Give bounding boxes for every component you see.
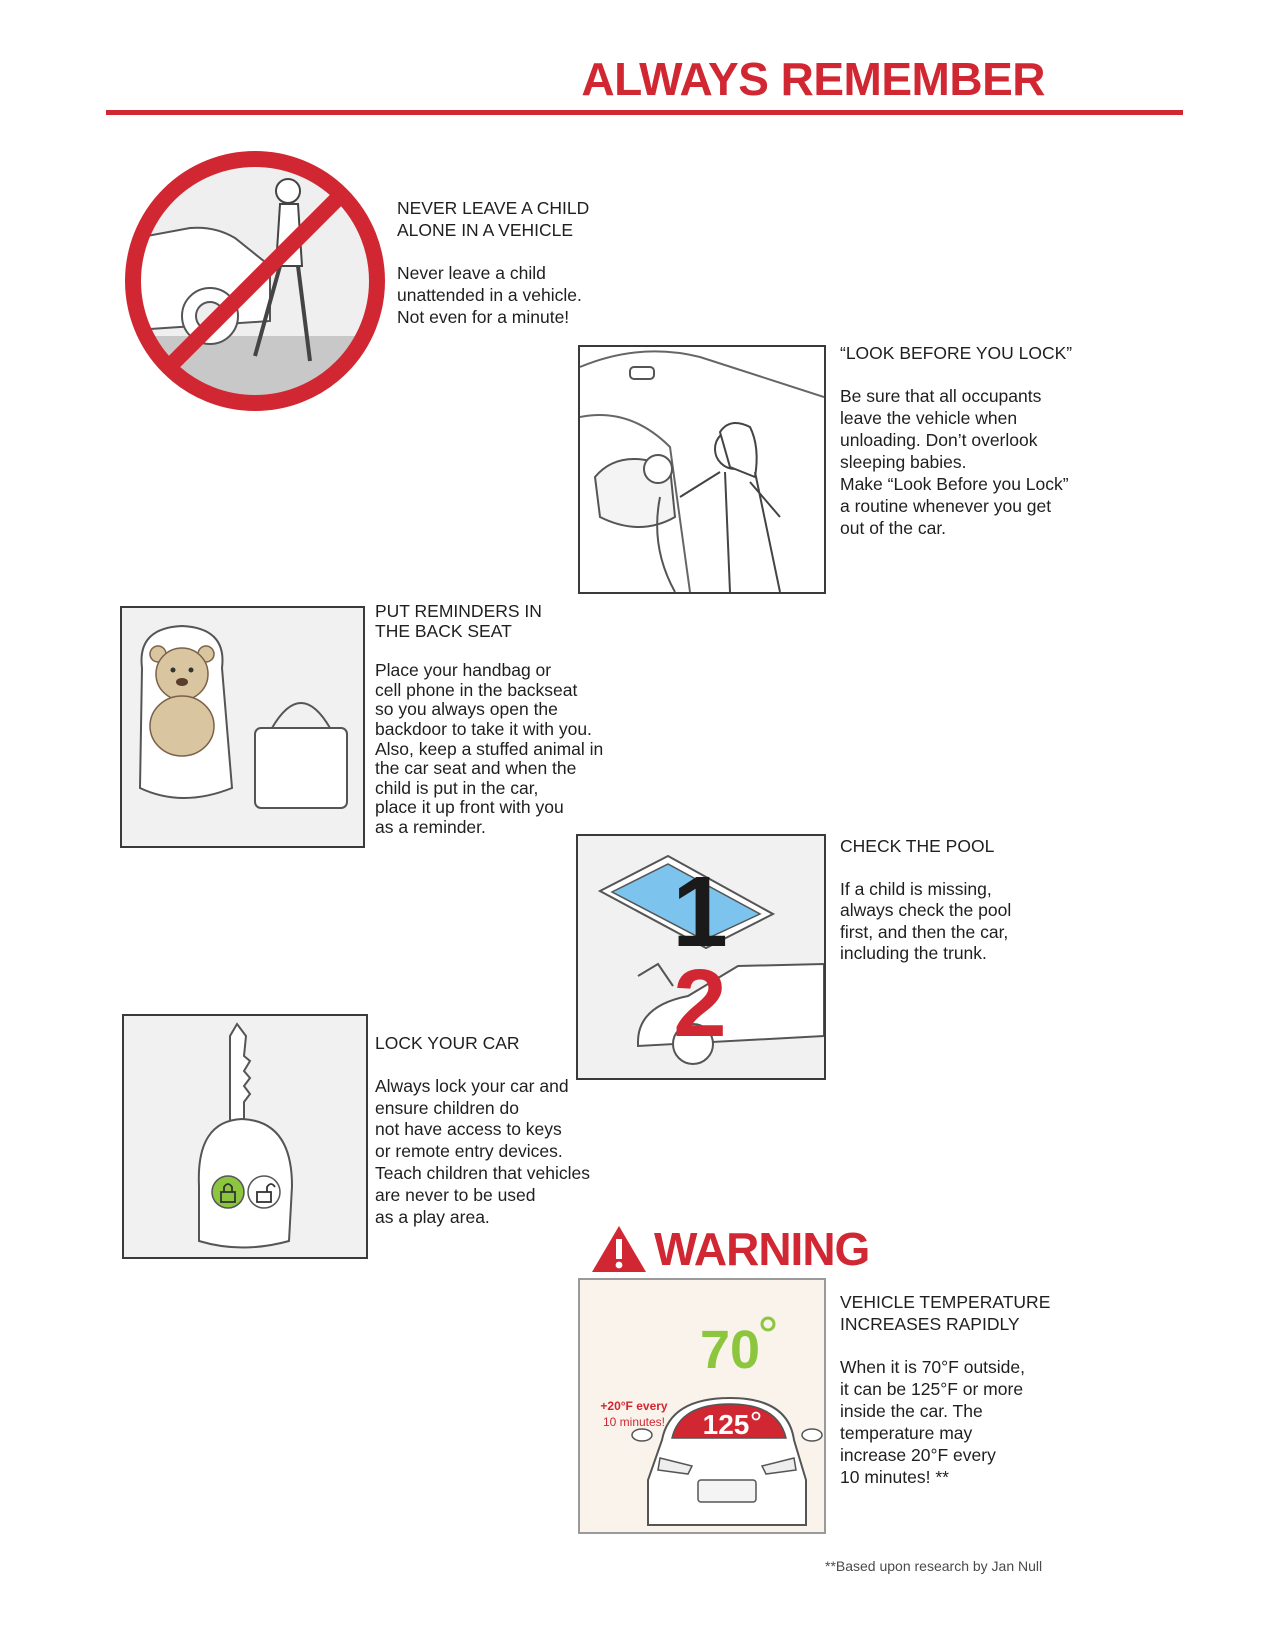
warning-triangle-icon <box>590 1224 648 1274</box>
reminders-body: Place your handbag or cell phone in the backseat so you always open the backdoor to take it with you. Also, keep a stuffed animal in the car seat and when the child is put in the car, place it up front with you as a reminder. <box>375 660 604 837</box>
temperature-body: When it is 70°F outside, it can be 125°F or more inside the car. The temperature may increase 20°F every 10 minutes! ** <box>840 1357 1025 1487</box>
look-before-lock-illustration <box>578 345 826 594</box>
no-child-alone-illustration <box>120 146 390 416</box>
car-step-number: 2 <box>673 950 727 1057</box>
reminders-illustration <box>120 606 365 848</box>
lock-car-illustration <box>122 1014 368 1259</box>
look-before-lock-heading: “LOOK BEFORE YOU LOCK” <box>840 343 1073 363</box>
rate-line-1: +20°F every <box>600 1399 668 1413</box>
temperature-heading: VEHICLE TEMPERATURE INCREASES RAPIDLY <box>840 1292 1051 1334</box>
outside-temperature: 70 <box>699 1320 761 1380</box>
check-pool-heading: CHECK THE POOL <box>840 836 995 856</box>
reminders-heading: PUT REMINDERS IN THE BACK SEAT <box>375 601 542 641</box>
title-divider <box>106 110 1183 115</box>
look-before-lock-body: Be sure that all occupants leave the vehicle when unloading. Don’t overlook sleeping babies. Make “Look Before you Lock” a routine whenever you get out of the car. <box>840 386 1069 538</box>
never-leave-body: Never leave a child unattended in a vehicle. Not even for a minute! <box>397 263 582 327</box>
page-title: ALWAYS REMEMBER <box>581 53 1045 105</box>
lock-car-body: Always lock your car and ensure children do not have access to keys or remote entry devices. Teach children that vehicles are never to be used as a play area. <box>375 1075 590 1227</box>
look-before-lock-text <box>840 342 1075 539</box>
check-pool-body: If a child is missing, always check the pool first, and then the car, including the trunk. <box>840 878 1012 963</box>
reminders-text <box>375 602 625 838</box>
inside-temperature: 125 <box>702 1409 750 1440</box>
check-pool-text <box>840 836 1060 965</box>
temperature-text <box>840 1291 1060 1488</box>
warning-label: WARNING <box>654 1223 870 1275</box>
never-leave-text <box>397 197 617 328</box>
rate-line-2: 10 minutes! <box>602 1415 666 1429</box>
temperature-illustration <box>578 1278 826 1534</box>
footnote: **Based upon research by Jan Null <box>825 1558 1043 1574</box>
never-leave-heading: NEVER LEAVE A CHILD ALONE IN A VEHICLE <box>397 198 590 240</box>
warning-banner <box>590 1222 869 1276</box>
pool-step-number: 1 <box>672 856 728 968</box>
lock-car-text <box>375 1033 625 1228</box>
lock-car-heading: LOCK YOUR CAR <box>375 1033 520 1053</box>
